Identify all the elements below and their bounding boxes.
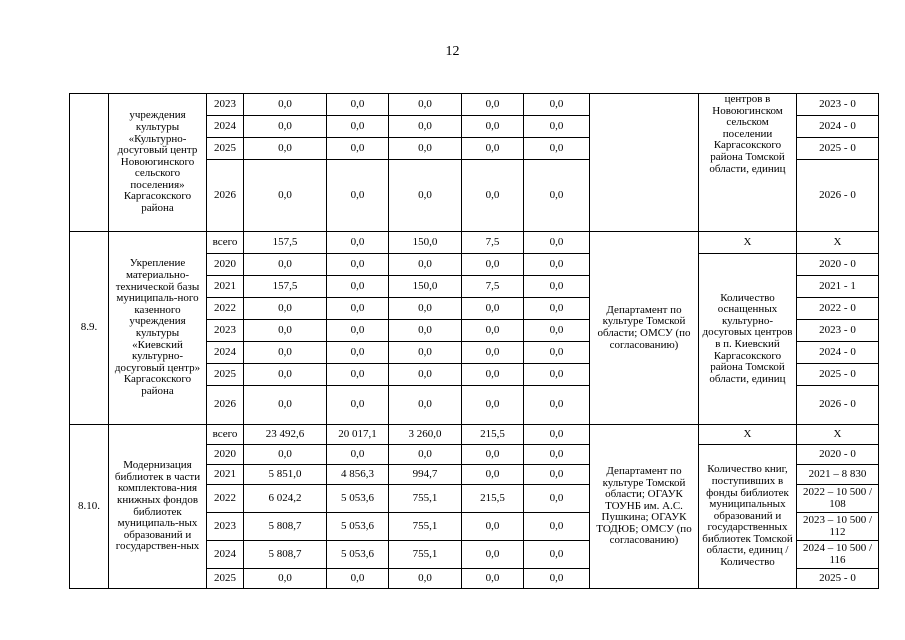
target-value: 2021 – 8 830	[797, 465, 879, 485]
value-regional: 0,0	[389, 569, 462, 589]
value-total: 0,0	[244, 138, 327, 160]
year-cell: 2022	[207, 298, 244, 320]
value-local: 0,0	[462, 160, 524, 232]
section-number: 8.9.	[70, 232, 109, 425]
value-other: 0,0	[524, 569, 590, 589]
value-regional: 0,0	[389, 342, 462, 364]
executor-cell: Департамент по культуре Томской области; ОГАУК ТОУНБ им. А.С. Пушкина; ОГАУК ТОДЮБ; ОМСУ (по согласованию)	[590, 425, 699, 589]
value-other: 0,0	[524, 138, 590, 160]
value-total: 23 492,6	[244, 425, 327, 445]
value-federal: 0,0	[327, 298, 389, 320]
activity-description: учреждения культуры «Культурно-досуговый центр Новоюгинского сельского поселения» Каргасокского района	[109, 94, 207, 232]
target-value: 2024 - 0	[797, 116, 879, 138]
value-federal: 5 053,6	[327, 541, 389, 569]
value-regional: 150,0	[389, 276, 462, 298]
value-federal: 0,0	[327, 276, 389, 298]
year-cell: 2024	[207, 541, 244, 569]
value-regional: 994,7	[389, 465, 462, 485]
value-local: 0,0	[462, 513, 524, 541]
value-regional: 755,1	[389, 513, 462, 541]
year-cell: 2024	[207, 116, 244, 138]
value-local: 0,0	[462, 342, 524, 364]
value-regional: 755,1	[389, 485, 462, 513]
year-cell: 2023	[207, 94, 244, 116]
value-other: 0,0	[524, 342, 590, 364]
section-number: 8.10.	[70, 425, 109, 589]
value-federal: 0,0	[327, 138, 389, 160]
year-cell: всего	[207, 425, 244, 445]
target-value: X	[797, 425, 879, 445]
value-other: 0,0	[524, 513, 590, 541]
value-federal: 0,0	[327, 94, 389, 116]
value-other: 0,0	[524, 276, 590, 298]
target-value: 2025 - 0	[797, 138, 879, 160]
target-value: 2025 - 0	[797, 364, 879, 386]
target-value: 2026 - 0	[797, 160, 879, 232]
indicator-x: X	[699, 232, 797, 254]
year-cell: 2020	[207, 254, 244, 276]
table-row	[70, 425, 879, 445]
value-total: 5 808,7	[244, 541, 327, 569]
target-value: 2022 - 0	[797, 298, 879, 320]
value-local: 0,0	[462, 298, 524, 320]
target-value: 2021 - 1	[797, 276, 879, 298]
value-local: 0,0	[462, 254, 524, 276]
value-total: 0,0	[244, 364, 327, 386]
value-local: 0,0	[462, 445, 524, 465]
year-cell: 2024	[207, 342, 244, 364]
year-cell: 2021	[207, 276, 244, 298]
value-local: 0,0	[462, 94, 524, 116]
section-number	[70, 94, 109, 232]
value-local: 7,5	[462, 276, 524, 298]
value-total: 0,0	[244, 94, 327, 116]
value-federal: 0,0	[327, 445, 389, 465]
value-federal: 5 053,6	[327, 513, 389, 541]
value-local: 0,0	[462, 569, 524, 589]
value-regional: 755,1	[389, 541, 462, 569]
value-regional: 0,0	[389, 364, 462, 386]
value-local: 215,5	[462, 485, 524, 513]
target-value: 2022 – 10 500 / 108	[797, 485, 879, 513]
target-value: 2024 – 10 500 / 116	[797, 541, 879, 569]
value-regional: 3 260,0	[389, 425, 462, 445]
value-local: 0,0	[462, 116, 524, 138]
value-regional: 0,0	[389, 386, 462, 425]
year-cell: 2026	[207, 386, 244, 425]
activity-description: Укрепление материально-технической базы муниципаль-ного казенного учреждения культуры «Киевский культурно-досуговый центр» Каргасокского района	[109, 232, 207, 425]
indicator-cell: Количество книг, поступивших в фонды библиотек муниципальных образований и государственных библиотек Томской области, единиц / Количество	[699, 445, 797, 589]
value-federal: 4 856,3	[327, 465, 389, 485]
value-federal: 5 053,6	[327, 485, 389, 513]
target-value: 2025 - 0	[797, 569, 879, 589]
value-total: 0,0	[244, 116, 327, 138]
indicator-cell: Количество оснащенных культурно-досуговых центров в п. Киевский Каргасокского района Томской области, единиц	[699, 254, 797, 425]
value-regional: 0,0	[389, 298, 462, 320]
value-other: 0,0	[524, 232, 590, 254]
value-local: 7,5	[462, 232, 524, 254]
value-total: 0,0	[244, 569, 327, 589]
value-total: 5 851,0	[244, 465, 327, 485]
target-value: 2026 - 0	[797, 386, 879, 425]
value-federal: 0,0	[327, 254, 389, 276]
value-other: 0,0	[524, 425, 590, 445]
value-other: 0,0	[524, 465, 590, 485]
year-cell: 2025	[207, 569, 244, 589]
value-local: 0,0	[462, 364, 524, 386]
indicator-x: X	[699, 425, 797, 445]
value-local: 0,0	[462, 465, 524, 485]
value-regional: 0,0	[389, 320, 462, 342]
executor-cell	[590, 94, 699, 232]
value-local: 215,5	[462, 425, 524, 445]
year-cell: 2025	[207, 364, 244, 386]
value-total: 0,0	[244, 298, 327, 320]
value-federal: 20 017,1	[327, 425, 389, 445]
value-regional: 0,0	[389, 254, 462, 276]
value-local: 0,0	[462, 541, 524, 569]
value-total: 157,5	[244, 276, 327, 298]
value-federal: 0,0	[327, 160, 389, 232]
year-cell: всего	[207, 232, 244, 254]
value-other: 0,0	[524, 364, 590, 386]
value-federal: 0,0	[327, 320, 389, 342]
value-federal: 0,0	[327, 364, 389, 386]
target-value: 2024 - 0	[797, 342, 879, 364]
target-value: 2023 - 0	[797, 94, 879, 116]
value-other: 0,0	[524, 94, 590, 116]
value-total: 0,0	[244, 445, 327, 465]
value-other: 0,0	[524, 445, 590, 465]
target-value: 2023 – 10 500 / 112	[797, 513, 879, 541]
value-regional: 0,0	[389, 160, 462, 232]
value-local: 0,0	[462, 320, 524, 342]
value-total: 157,5	[244, 232, 327, 254]
value-regional: 0,0	[389, 138, 462, 160]
value-federal: 0,0	[327, 386, 389, 425]
value-other: 0,0	[524, 320, 590, 342]
value-regional: 0,0	[389, 116, 462, 138]
page-number: 12	[445, 44, 460, 59]
program-table	[69, 93, 879, 589]
target-value: 2020 - 0	[797, 445, 879, 465]
value-total: 5 808,7	[244, 513, 327, 541]
target-value: 2020 - 0	[797, 254, 879, 276]
year-cell: 2026	[207, 160, 244, 232]
indicator-cell: центров в Новоюгинском сельском поселении Каргасокского района Томской области, единиц	[699, 94, 797, 232]
year-cell: 2021	[207, 465, 244, 485]
target-value: X	[797, 232, 879, 254]
value-total: 0,0	[244, 342, 327, 364]
value-other: 0,0	[524, 386, 590, 425]
executor-cell: Департамент по культуре Томской области; ОМСУ (по согласованию)	[590, 232, 699, 425]
value-other: 0,0	[524, 298, 590, 320]
value-local: 0,0	[462, 138, 524, 160]
value-other: 0,0	[524, 541, 590, 569]
year-cell: 2020	[207, 445, 244, 465]
year-cell: 2025	[207, 138, 244, 160]
value-regional: 0,0	[389, 94, 462, 116]
value-other: 0,0	[524, 160, 590, 232]
year-cell: 2022	[207, 485, 244, 513]
value-total: 0,0	[244, 254, 327, 276]
value-regional: 0,0	[389, 445, 462, 465]
value-other: 0,0	[524, 116, 590, 138]
year-cell: 2023	[207, 320, 244, 342]
table-row	[70, 94, 879, 116]
value-federal: 0,0	[327, 232, 389, 254]
value-local: 0,0	[462, 386, 524, 425]
value-total: 6 024,2	[244, 485, 327, 513]
value-federal: 0,0	[327, 569, 389, 589]
value-total: 0,0	[244, 386, 327, 425]
value-total: 0,0	[244, 320, 327, 342]
value-other: 0,0	[524, 485, 590, 513]
value-regional: 150,0	[389, 232, 462, 254]
value-federal: 0,0	[327, 116, 389, 138]
activity-description: Модернизация библиотек в части комплектова-ния книжных фондов библиотек муниципаль-ных образований и государствен-ных	[109, 425, 207, 589]
value-other: 0,0	[524, 254, 590, 276]
target-value: 2023 - 0	[797, 320, 879, 342]
value-federal: 0,0	[327, 342, 389, 364]
value-total: 0,0	[244, 160, 327, 232]
table-row	[70, 232, 879, 254]
year-cell: 2023	[207, 513, 244, 541]
